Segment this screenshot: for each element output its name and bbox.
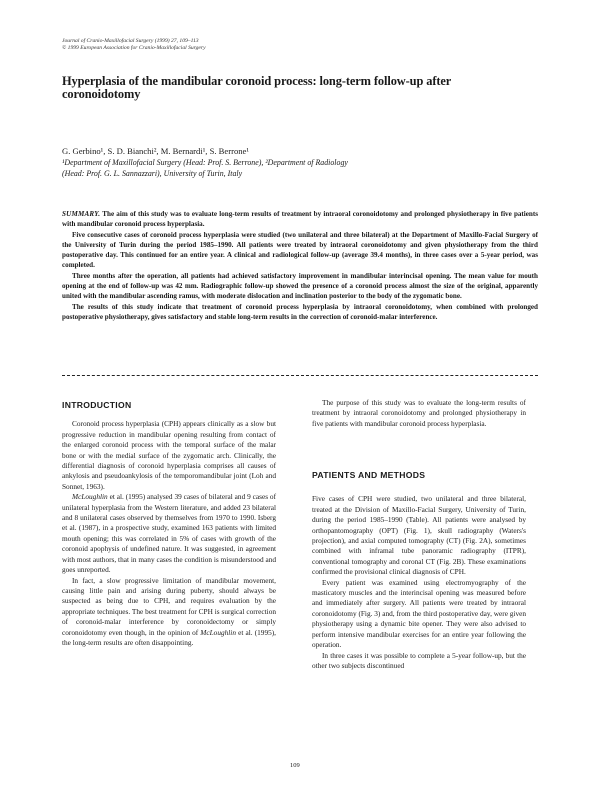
intro-paragraph-3 [62,576,276,649]
journal-line-1: Journal of Cranio-Maxillofacial Surgery (1999) 27, 109–113 [62,38,199,44]
right-column-top [312,398,526,429]
intro-paragraph-2 [62,492,276,575]
left-column [62,400,276,648]
author-list: G. Gerbino¹, S. D. Bianchi², M. Bernardi¹, S. Berrone¹ [62,146,249,156]
article-title: Hyperplasia of the mandibular coronoid process: long-term follow-up after coronoidotomy [62,74,451,101]
intro-paragraph-3-text-a: In fact, a slow progressive limitation of mandibular movement, causing little pain and arising during puberty, should always be suspected as being due to CPH, and requires evaluation by the appropriate techniques. The best treatment for CPH is surgical correction of coronoid-malar interference by coronoidectomy or simply coronoidotomy even though, in the opinion of [62,575,276,637]
intro-author-1: McLoughlin [72,492,108,502]
intro-paragraph-1: Coronoid process hyperplasia (CPH) appears clinically as a slow but progressive reduction in mandibular opening resulting from contact of the enlarged coronoid process with the temporal surface of the malar bone or with the medial surface of the zygomatic arch. Clinically, the differential diagnosis of coronoid hyperplasia comprises all causes of ankylosis and pseudoankylosis of the temporomandibular joint (Loh and Sonnet, 1963). [62,419,276,491]
abstract-divider [62,375,538,376]
journal-line-2: © 1999 European Association for Cranio-Maxillofacial Surgery [62,45,206,51]
intro-paragraph-2-text: et al. (1995) analysed 39 cases of bilateral and 9 cases of unilateral hyperplasia from the Western literature, and added 23 bilateral and 8 unilateral cases observed by themselves from 1970 to 1990. Isberg et al. (1987), in a prospective study, examined 163 patients with limited mouth opening; this was correlated in 5% of cases with growth of the coronoid apophysis of undefined nature. It was suggested, in agreement with most authors, that in many cases the condition is misunderstood and goes unreported. [62,492,276,575]
methods-paragraph-1: Five cases of CPH were studied, two unilateral and three bilateral, treated at the Division of Maxillo-Facial Surgery, University of Turin, during the period 1985–1990 (Table). All patients were analysed by orthopantomography (OPT) (Fig. 1), skull radiography (Waters's projection), and axial computed tomography (CT) (Fig. 2A), sometimes combined with inframal tube panoramic radiography (ITPR), conventional tomography and coronal CT (Fig. 2B). These examinations confirmed the provisional clinical diagnosis of CPH. [312,494,526,577]
purpose-paragraph: The purpose of this study was to evaluate the long-term results of treatment by intraoral coronoidotomy and prolonged physiotherapy in five patients with mandibular coronoid process hyperplasia. [312,398,526,428]
abstract [62,209,538,322]
affiliations [62,158,532,179]
abstract-aim: The aim of this study was to evaluate long-term results of treatment by intraoral coronoidotomy and prolonged physiotherapy in five patients with mandibular coronoid process hyperplasia. [62,210,538,229]
abstract-paragraph-4: The results of this study indicate that treatment of coronoid process hyperplasia by intraoral coronoidotomy, when combined with prolonged postoperative physiotherapy, gives satisfactory and stable long-term results in the correction of coronoid-malar interference. [62,302,538,321]
methods-heading: PATIENTS AND METHODS [312,470,426,480]
abstract-paragraph-1 [62,209,538,230]
right-column-methods [312,470,526,671]
intro-paragraph-3-text-b: et al. (1995), the long-term results are often disappointing. [62,627,276,647]
journal-citation [62,38,462,52]
abstract-paragraph-2: Five consecutive cases of coronoid process hyperplasia were studied (two unilateral and three bilateral) at the Department of Maxillo-Facial Surgery of the University of Turin during the period 1985–1990. All patients were treated by intraoral coronoidotomy and given physiotherapy from the third postoperative day. This continued for an entire year. A clinical and radiological follow-up (average 39.4 months), in three cases over a 5-year period, was completed. [62,230,538,270]
affiliation-line-1: ¹Department of Maxillofacial Surgery (Head: Prof. S. Berrone), ²Department of Radiology [62,158,348,167]
methods-paragraph-2: Every patient was examined using electromyography of the masticatory muscles and the interincisal opening was measured before and immediately after surgery. All patients were treated by intraoral coronoidotomy (Fig. 3) and, from the third postoperative day, were given physiotherapy using a dynamic bite opener. They were also advised to perform intensive mandibular exercises for an entire year following the operation. [312,577,526,650]
intro-author-2: McLoughlin [200,627,236,637]
introduction-heading: INTRODUCTION [62,400,132,410]
abstract-paragraph-3: Three months after the operation, all patients had achieved satisfactory improvement in mandibular interincisal opening. The mean value for mouth opening at the end of follow-up was 42 mm. Radiographic follow-up showed the presence of a coronoid process almost the size of the original, apparently united with the mandibular ascending ramus, with moderate dislocation and inclination posterior to the body of the zygomatic bone. [62,271,538,301]
methods-paragraph-3: In three cases it was possible to complete a 5-year follow-up, but the other two subjects discontinued [312,650,526,670]
page-number: 109 [290,762,300,769]
affiliation-line-2: (Head: Prof. G. L. Sannazzari), University of Turin, Italy [62,168,243,178]
abstract-label: SUMMARY. [62,210,101,218]
